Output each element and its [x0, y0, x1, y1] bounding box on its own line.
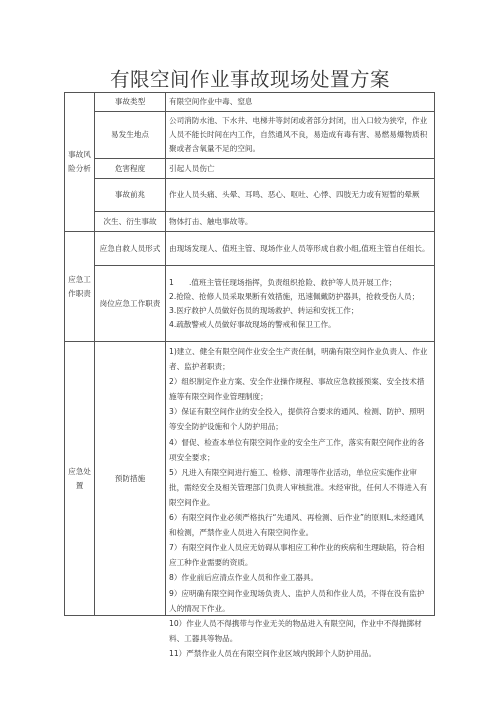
- table-row: [65, 342, 435, 616]
- table-row: [65, 93, 435, 112]
- content-line: 2）组织制定作业方案、安全作业操作规程、事故应急救援预案、安全技术措施等有限空间作业管理制度；: [169, 377, 425, 402]
- table-row: [65, 112, 435, 159]
- content-line: 4）督促、检查本单位有限空间作业的安全生产工作，落实有限空间作业的各项安全要求；: [169, 437, 425, 462]
- content-line: 2.抢险、抢修人员采取果断有效措施，迅速佩戴防护器具，抢救受伤人员；: [169, 291, 420, 301]
- category-cell: 应急处置: [65, 342, 95, 616]
- content-line: 有限空间作业中毒、窒息: [169, 97, 253, 106]
- item-cell: 次生、衍生事故: [95, 212, 166, 232]
- content-cell: [166, 342, 435, 658]
- content-line: 5）凡进入有限空间进行施工、检修、清理等作业活动，单位应实施作业审批，需经安全及相关管理部门负责人审核批准。未经审批，任何人不得进入有限空间作业。: [169, 467, 428, 507]
- content-line: 3.医疗救护人员做好伤员的现场救护、转运和安抚工作；: [169, 305, 359, 315]
- content-line: 由现场发现人、值班主管、现场作业人员等形成自救小组,值班主管自任组长。: [169, 243, 430, 253]
- item-cell: 危害程度: [95, 159, 166, 179]
- content-cell: [166, 266, 435, 342]
- measures-list: [169, 344, 431, 658]
- content-line: 7）有限空间作业人员应无妨碍从事相应工种作业的疾病和生理缺陷，符合相应工种作业需要的资质。: [169, 543, 425, 568]
- content-line: 作业人员头痛、头晕、耳鸣、恶心、呕吐、心悸、四肢无力或有短暂的晕厥: [169, 190, 420, 199]
- item-cell: 事故前兆: [95, 179, 166, 212]
- content-cell: [166, 93, 435, 112]
- item-cell: 预防措施: [95, 342, 166, 616]
- table-row: [65, 159, 435, 179]
- content-cell: [166, 112, 435, 159]
- table-row: [65, 266, 435, 342]
- category-cell: 应急工作职责: [65, 232, 95, 342]
- emergency-plan-table: [64, 92, 435, 658]
- item-cell: 应急自救人员形式: [95, 232, 166, 266]
- item-cell: 易发生地点: [95, 112, 166, 159]
- content-line: 8）作业前后应清点作业人员和作业工器具。: [169, 573, 319, 583]
- content-line: 1 .值班主管任现场指挥，负责组织抢险、救护等人员开展工作；: [169, 277, 397, 287]
- content-line: 10）作业人员不得携带与作业无关的物品进入有限空间，作业中不得抛掷材料、工器具等物品。: [169, 618, 422, 643]
- content-cell: [166, 159, 435, 179]
- item-cell: 岗位应急工作职责: [95, 266, 166, 342]
- table-row: [65, 179, 435, 212]
- content-cell: [166, 212, 435, 232]
- content-line: 物体打击、触电事故等。: [169, 216, 253, 226]
- category-cell: 事故风险分析: [65, 93, 95, 232]
- content-line: 6）有限空间作业必须严格执行“先通风、再检测、后作业”的原则L,未经通风和检测，严禁作业人员进入有限空间作业。: [169, 513, 424, 538]
- content-line: 公司消防水池、下水井、电梯井等封闭或者部分封闭，出入口较为狭窄，作业人员不能长时间在内工作，自然通风不良，易造成有毒有害、易燃易爆物质积聚或者含氧量不足的空间。: [169, 116, 428, 153]
- content-line: 9）应明确有限空间作业现场负责人、监护人员和作业人员，不得在没有监护人的情况下作业。: [169, 588, 425, 613]
- content-line: 引起人员伤亡: [169, 163, 215, 173]
- table-row: [65, 212, 435, 232]
- content-cell: [166, 179, 435, 212]
- page-title: 有限空间作业事故现场处置方案: [109, 68, 390, 91]
- item-cell: 事故类型: [95, 93, 166, 112]
- content-line: 1)建立、健全有限空间作业安全生产责任制，明确有限空间作业负责人、作业者、监护者职责；: [169, 347, 428, 372]
- content-cell: [166, 232, 435, 266]
- content-line: 11）严禁作业人员在有限空间作业区域内脱卸个人防护用品。: [169, 648, 377, 658]
- content-line: 3）保证有限空间作业的安全投入，提供符合要求的通风、检测、防护、照明等安全防护设施和个人防护用品；: [169, 407, 425, 432]
- content-line: 4.疏散警戒人员做好事故现场的警戒和保卫工作。: [169, 319, 336, 329]
- table-row: [65, 232, 435, 266]
